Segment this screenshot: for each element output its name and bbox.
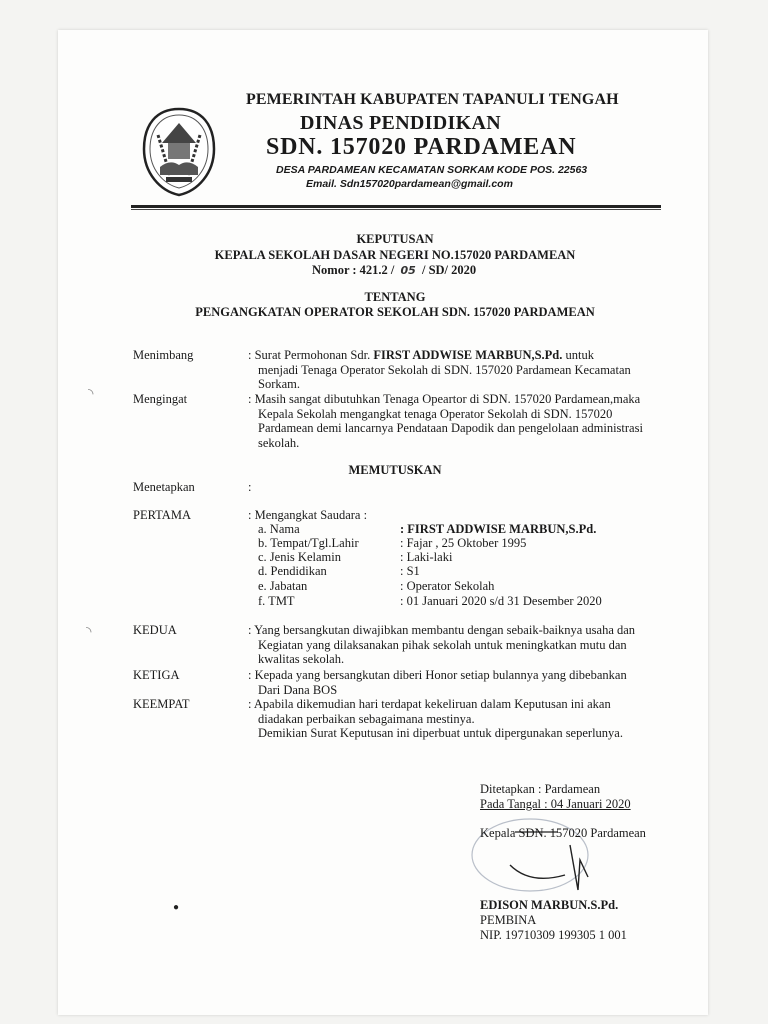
mengingat-label: Mengingat <box>133 392 188 406</box>
handwritten-number: 05 <box>400 264 416 277</box>
field-key: a. Nama <box>258 522 300 536</box>
field-key: b. Tempat/Tgl.Lahir <box>258 536 359 550</box>
decree-heading: KEPUTUSAN <box>356 232 434 246</box>
mengingat-text: : Masih sangat dibutuhkan Tenaga Opeartor di SDN. 157020 Pardamean,maka Kepala Sekolah mengangkat tenaga Operator Sekolah di SDN. 157020 Pardamean demi lancarnya Pendataan Dapodik dan pengelolaan administrasi sekolah. <box>248 392 643 450</box>
signer-nip: NIP. 19710309 199305 1 001 <box>480 928 627 942</box>
kedua-text: : Yang bersangkutan diwajibkan membantu dengan sebaik-baiknya usaha dan Kegiatan yang dilaksanakan pihak sekolah untuk meningkatkan mutu dan kwalitas sekolah. <box>248 623 636 666</box>
field-key: d. Pendidikan <box>258 564 327 578</box>
kedua-label: KEDUA <box>133 623 177 637</box>
government-name: PEMERINTAH KABUPATEN TAPANULI TENGAH <box>246 91 619 108</box>
keempat-label: KEEMPAT <box>133 697 190 711</box>
school-email: Email. Sdn157020pardamean@gmail.com <box>306 178 513 190</box>
menimbang-label: Menimbang <box>133 348 194 362</box>
school-address: DESA PARDAMEAN KECAMATAN SORKAM KODE POS. 22563 <box>276 164 588 176</box>
decree-number: Nomor : 421.2 / 05 / SD/ 2020 <box>312 263 477 277</box>
date-line: Pada Tangal : 04 Januari 2020 <box>480 797 631 811</box>
menetapkan-colon: : <box>248 480 252 494</box>
field-key: c. Jenis Kelamin <box>258 550 341 564</box>
menetapkan-label: Menetapkan <box>133 480 195 494</box>
ketiga-label: KETIGA <box>133 668 180 682</box>
signer-role: Kepala SDN. 157020 Pardamean <box>480 826 646 840</box>
pertama-intro: : Mengangkat Saudara : <box>248 508 368 522</box>
field-value: : S1 <box>400 564 420 578</box>
tentang-heading: TENTANG <box>364 290 426 304</box>
ink-dot-icon: ● <box>173 902 180 913</box>
ketiga-text: : Kepada yang bersangkutan diberi Honor setiap bulannya yang dibebankan Dari Dana BOS <box>248 668 627 697</box>
menimbang-text: : Surat Permohonan Sdr. FIRST ADDWISE MARBUN,S.Pd. untuk menjadi Tenaga Operator Sekolah di SDN. 157020 Pardamean Kecamatan Sorkam. <box>248 348 631 391</box>
letterhead-rule-thin <box>131 209 661 210</box>
field-key: f. TMT <box>258 594 295 608</box>
field-value: : Fajar , 25 Oktober 1995 <box>400 536 527 550</box>
keempat-text: : Apabila dikemudian hari terdapat kekeliruan dalam Keputusan ini akan diadakan perbaikan sebagaimana mestinya. Demikian Surat Keputusan ini diperbuat untuk dipergunakan seperlunya. <box>248 697 623 740</box>
signer-rank: PEMBINA <box>480 913 537 927</box>
decree-subject: PENGANGKATAN OPERATOR SEKOLAH SDN. 157020 PARDAMEAN <box>195 305 595 319</box>
punch-hole-mark-icon: ◝ <box>88 387 94 402</box>
department-name: DINAS PENDIDIKAN <box>300 112 501 134</box>
pertama-label: PERTAMA <box>133 508 191 522</box>
field-value: : Operator Sekolah <box>400 579 495 593</box>
field-key: e. Jabatan <box>258 579 308 593</box>
decree-issuer: KEPALA SEKOLAH DASAR NEGERI NO.157020 PARDAMEAN <box>214 248 576 262</box>
regency-emblem-logo <box>140 105 218 199</box>
ditetapkan-line: Ditetapkan : Pardamean <box>480 782 601 796</box>
field-value: : 01 Januari 2020 s/d 31 Desember 2020 <box>400 594 602 608</box>
signer-name: EDISON MARBUN.S.Pd. <box>480 898 619 912</box>
punch-hole-mark-icon: ◝ <box>86 625 92 640</box>
memutuskan-heading: MEMUTUSKAN <box>348 463 442 477</box>
letterhead-rule <box>131 205 661 208</box>
field-value-name: : FIRST ADDWISE MARBUN,S.Pd. <box>400 522 597 536</box>
school-name: SDN. 157020 PARDAMEAN <box>266 134 577 160</box>
field-value: : Laki-laki <box>400 550 453 564</box>
